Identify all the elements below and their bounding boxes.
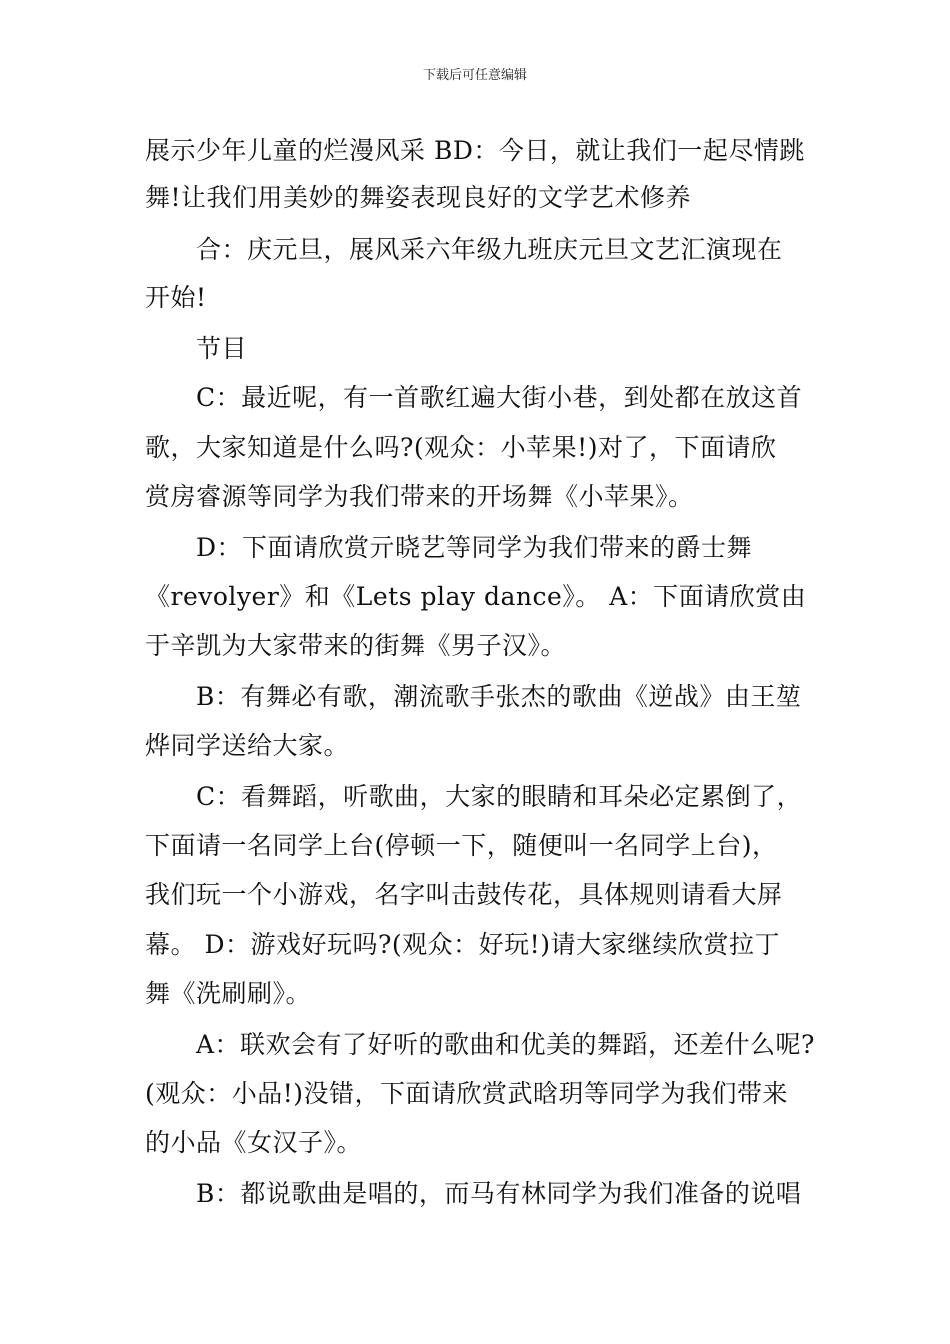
text-line: (观众：小品!)没错，下面请欣赏武晗玥等同学为我们带来 <box>145 1079 789 1108</box>
text-line: 于辛凯为大家带来的街舞《男子汉》。 <box>145 631 567 660</box>
text-line: 歌，大家知道是什么吗?(观众：小苹果!)对了，下面请欣 <box>145 433 777 462</box>
text-line: D：下面请欣赏亓晓艺等同学为我们带来的爵士舞 <box>196 533 753 562</box>
text-line: 烨同学送给大家。 <box>145 731 350 760</box>
text-line: 我们玩一个小游戏，名字叫击鼓传花，具体规则请看大屏 <box>145 880 783 909</box>
text-line: 赏房睿源等同学为我们带来的开场舞《小苹果》。 <box>145 482 694 511</box>
text-line: 舞《洗刷刷》。 <box>145 979 312 1008</box>
text-line: 《revolyer》和《Lets play dance》。 A：下面请欣赏由 <box>145 582 807 611</box>
text-line: C：看舞蹈，听歌曲，大家的眼睛和耳朵必定累倒了， <box>196 782 803 811</box>
text-line: 开始! <box>145 283 207 312</box>
text-line: B：有舞必有歌，潮流歌手张杰的歌曲《逆战》由王堃 <box>196 682 802 711</box>
text-line: 舞!让我们用美妙的舞姿表现良好的文学艺术修养 <box>145 183 692 212</box>
text-line: 合：庆元旦，展风采六年级九班庆元旦文艺汇演现在 <box>196 235 783 264</box>
page-header: 下载后可任意编辑 <box>422 68 527 83</box>
text-line: 下面请一名同学上台(停顿一下，随便叫一名同学上台)， <box>145 831 778 860</box>
text-line: 幕。 D：游戏好玩吗?(观众：好玩!)请大家继续欣赏拉丁 <box>145 930 780 959</box>
text-line: 展示少年儿童的烂漫风采 BD：今日，就让我们一起尽情跳 <box>145 136 805 165</box>
text-line: C：最近呢，有一首歌红遍大街小巷，到处都在放这首 <box>196 383 803 412</box>
text-line: 的小品《女汉子》。 <box>145 1128 363 1157</box>
text-line: B：都说歌曲是唱的，而马有林同学为我们准备的说唱 <box>196 1179 802 1208</box>
text-line: 节目 <box>196 334 248 363</box>
text-line: A：联欢会有了好听的歌曲和优美的舞蹈，还差什么呢? <box>196 1030 815 1059</box>
